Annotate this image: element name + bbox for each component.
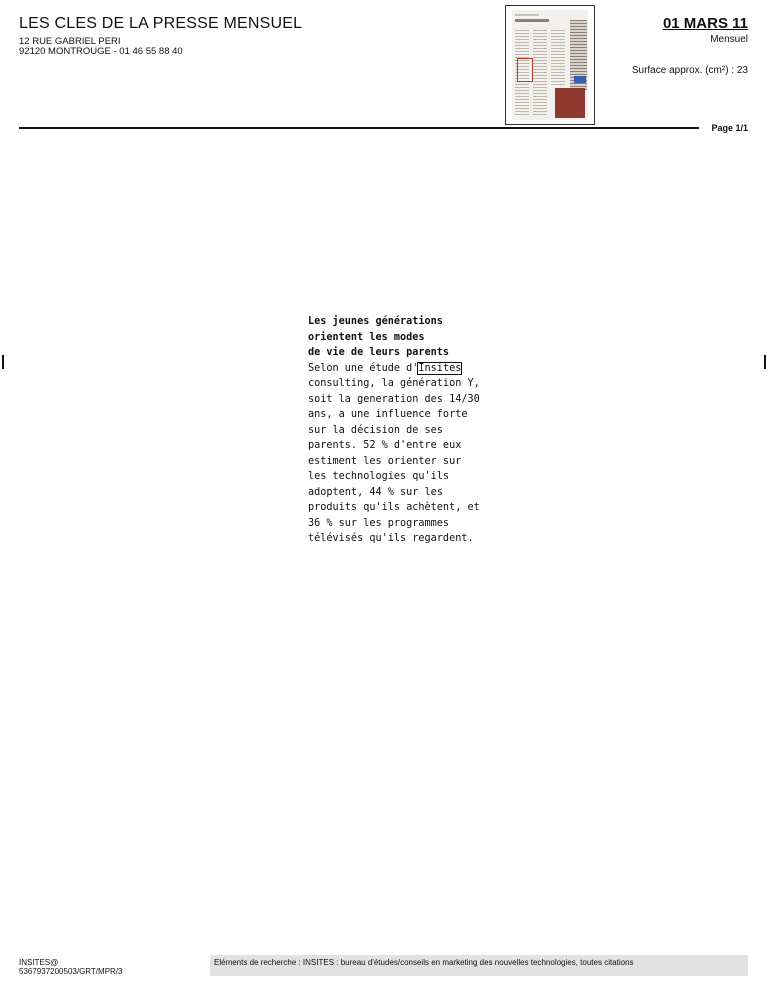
reference-line-1: INSITES@ (19, 958, 59, 967)
page-number: Page 1/1 (711, 123, 748, 133)
highlighted-keyword: Insites (418, 362, 462, 374)
page-thumbnail[interactable] (505, 5, 595, 125)
document-reference (19, 958, 122, 976)
thumbnail-column-3 (551, 30, 565, 85)
article-body-rest: consulting, la génération Y, soit la generation des 14/30 ans, a une influence forte sur la décision de ses parents. 52 % d'entre eux estiment les orienter sur les technologies qu'ils adoptent, 44 % sur les produits qu'ils achètent, et 36 % sur les programmes télévisés qu'ils regardent. (308, 378, 480, 544)
article-clipping (308, 314, 483, 547)
issue-date: 01 MARS 11 (662, 15, 748, 32)
frequency-label: Mensuel (710, 34, 748, 45)
left-margin-mark (2, 355, 4, 369)
right-margin-mark (764, 355, 766, 369)
reference-line-2: 5367937200503/GRT/MPR/3 (19, 967, 123, 976)
address-line-1: 12 RUE GABRIEL PERI (19, 36, 121, 47)
thumbnail-logo (574, 76, 586, 83)
search-terms-band: Eléments de recherche : INSITES : bureau d'études/conseils en marketing des nouvelles technologies, toutes citations (210, 955, 748, 976)
thumbnail-article-marker (517, 58, 533, 82)
thumbnail-header-bar (515, 14, 539, 16)
thumbnail-dark-block (555, 88, 585, 118)
article-body (308, 361, 483, 547)
publication-title: LES CLES DE LA PRESSE MENSUEL (19, 15, 303, 32)
header-rule (19, 127, 699, 129)
article-body-start: Selon une étude d' (308, 362, 419, 374)
surface-area: Surface approx. (cm²) : 23 (631, 65, 748, 76)
thumbnail-title-bar (515, 19, 549, 22)
article-headline: Les jeunes générations orientent les modes de vie de leurs parents (308, 316, 450, 358)
address-line-2: 92120 MONTROUGE - 01 46 55 88 40 (19, 46, 183, 57)
thumbnail-column-2 (533, 30, 547, 115)
thumbnail-page (512, 10, 588, 120)
